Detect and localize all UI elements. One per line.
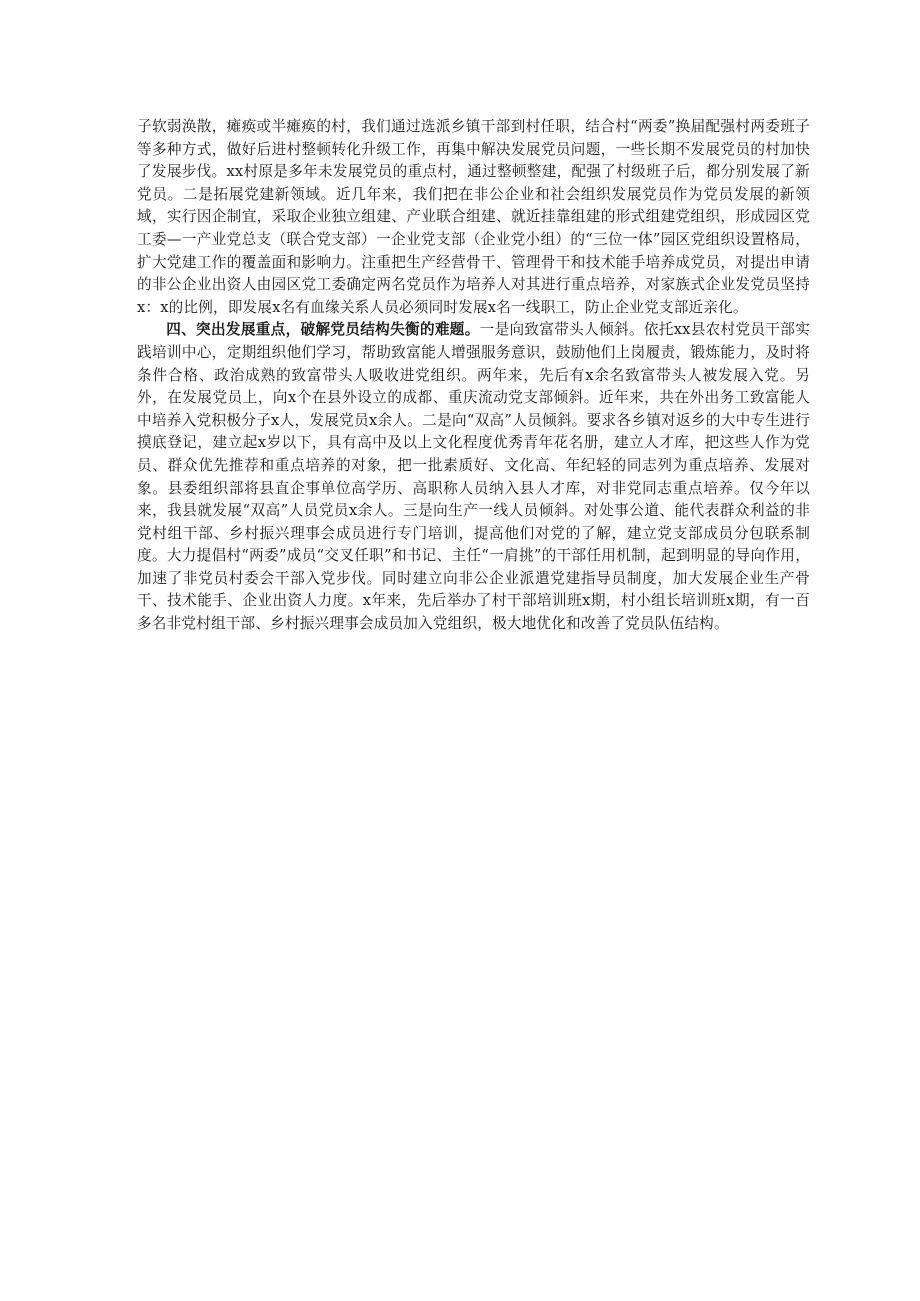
section-body: 一是向致富带头人倾斜。依托xx县农村党员干部实践培训中心，定期组织他们学习，帮助致富能人增强服务意识，鼓励他们上岗履责，锻炼能力，及时将条件合格、政治成熟的致富带头人吸收进党组织。两年来，先后有x余名致富带头人被发展入党。另外，在发展党员上，向x个在县外设立的成都、重庆流动党支部倾斜。近年来，共在外出务工致富能人中培养入党积极分子x人，发展党员x余人。二是向“双高”人员倾斜。要求各乡镇对返乡的大中专生进行摸底登记，建立起x岁以下，具有高中及以上文化程度优秀青年花名册，建立人才库，把这些人作为党员、群众优先推荐和重点培养的对象，把一批素质好、文化高、年纪轻的同志列为重点培养、发展对象。县委组织部将县直企事单位高学历、高职称人员纳入县人才库，对非党同志重点培养。仅今年以来，我县就发展“双高”人员党员x余人。三是向生产一线人员倾斜。对处事公道、能代表群众利益的非党村组干部、乡村振兴理事会成员进行专门培训，提高他们对党的了解，建立党支部成员分包联系制度。大力提倡村“两委”成员“交叉任职”和书记、主任“一肩挑”的干部任用机制，起到明显的导向作用，加速了非党员村委会干部入党步伐。同时建立向非公企业派遣党建指导员制度，加大发展企业生产骨干、技术能手、企业出资人力度。x年来，先后举办了村干部培训班x期，村小组长培训班x期，有一百多名非党村组干部、乡村振兴理事会成员加入党组织，极大地优化和改善了党员队伍结构。 xyxy=(137,321,810,633)
paragraph-continued: 子软弱涣散，瘫痪或半瘫痪的村，我们通过选派乡镇干部到村任职，结合村“两委”换届配强村两委班子等多种方式，做好后进村整顿转化升级工作，再集中解决发展党员问题，一些长期不发展党员的村加快了发展步伐。xx村原是多年未发展党员的重点村，通过整顿整建，配强了村级班子后，都分别发展了新党员。二是拓展党建新领域。近几年来，我们把在非公企业和社会组织发展党员作为党员发展的新领域，实行因企制宜，采取企业独立组建、产业联合组建、就近挂靠组建的形式组建党组织，形成园区党工委—一产业党总支（联合党支部）一企业党支部（企业党小组）的“三位一体”园区党组织设置格局，扩大党建工作的覆盖面和影响力。注重把生产经营骨干、管理骨干和技术能手培养成党员，对提出申请的非公企业出资人由园区党工委确定两名党员作为培养人对其进行重点培养，对家族式企业发党员坚持x：x的比例，即发展x名有血缘关系人员必须同时发展x名一线职工，防止企业党支部近亲化。 xyxy=(137,118,810,316)
section-heading: 四、突出发展重点，破解党员结构失衡的难题。 xyxy=(166,321,480,339)
document-body xyxy=(137,116,810,636)
paragraph-section-four xyxy=(137,319,810,635)
